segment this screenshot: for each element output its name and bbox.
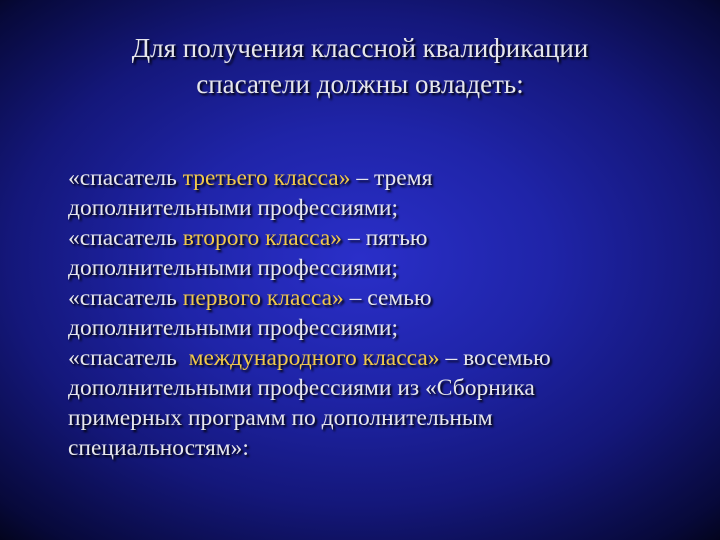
item-prefix: «спасатель [68, 345, 189, 371]
list-item-second-class [68, 223, 688, 253]
list-item-international-class [68, 343, 688, 373]
item-suffix: – семью [343, 285, 432, 311]
item-suffix: – пятью [342, 225, 428, 251]
title-line-2: спасатели должны овладеть: [196, 69, 524, 99]
item-continuation: специальностям»: [68, 435, 249, 461]
list-item-third-class [68, 163, 688, 193]
item-highlight: первого класса» [182, 285, 344, 311]
qualification-list [68, 163, 688, 463]
title-line-1: Для получения классной квалификации [131, 33, 589, 63]
item-continuation: дополнительными профессиями; [68, 195, 398, 221]
item-suffix: – восемью [439, 345, 551, 371]
item-continuation: примерных программ по дополнительным [68, 405, 493, 431]
item-prefix: «спасатель [68, 165, 183, 191]
item-highlight: третьего класса» [182, 165, 351, 191]
item-prefix: «спасатель [68, 285, 183, 311]
list-item-first-class [68, 283, 688, 313]
item-continuation: дополнительными профессиями; [68, 315, 398, 341]
item-highlight: второго класса» [182, 225, 343, 251]
slide-title [0, 30, 720, 102]
item-continuation: дополнительными профессиями; [68, 255, 398, 281]
item-prefix: «спасатель [68, 225, 183, 251]
item-continuation: дополнительными профессиями из «Сборника [68, 375, 535, 401]
item-suffix: – тремя [350, 165, 433, 191]
item-highlight: международного класса» [188, 345, 440, 371]
